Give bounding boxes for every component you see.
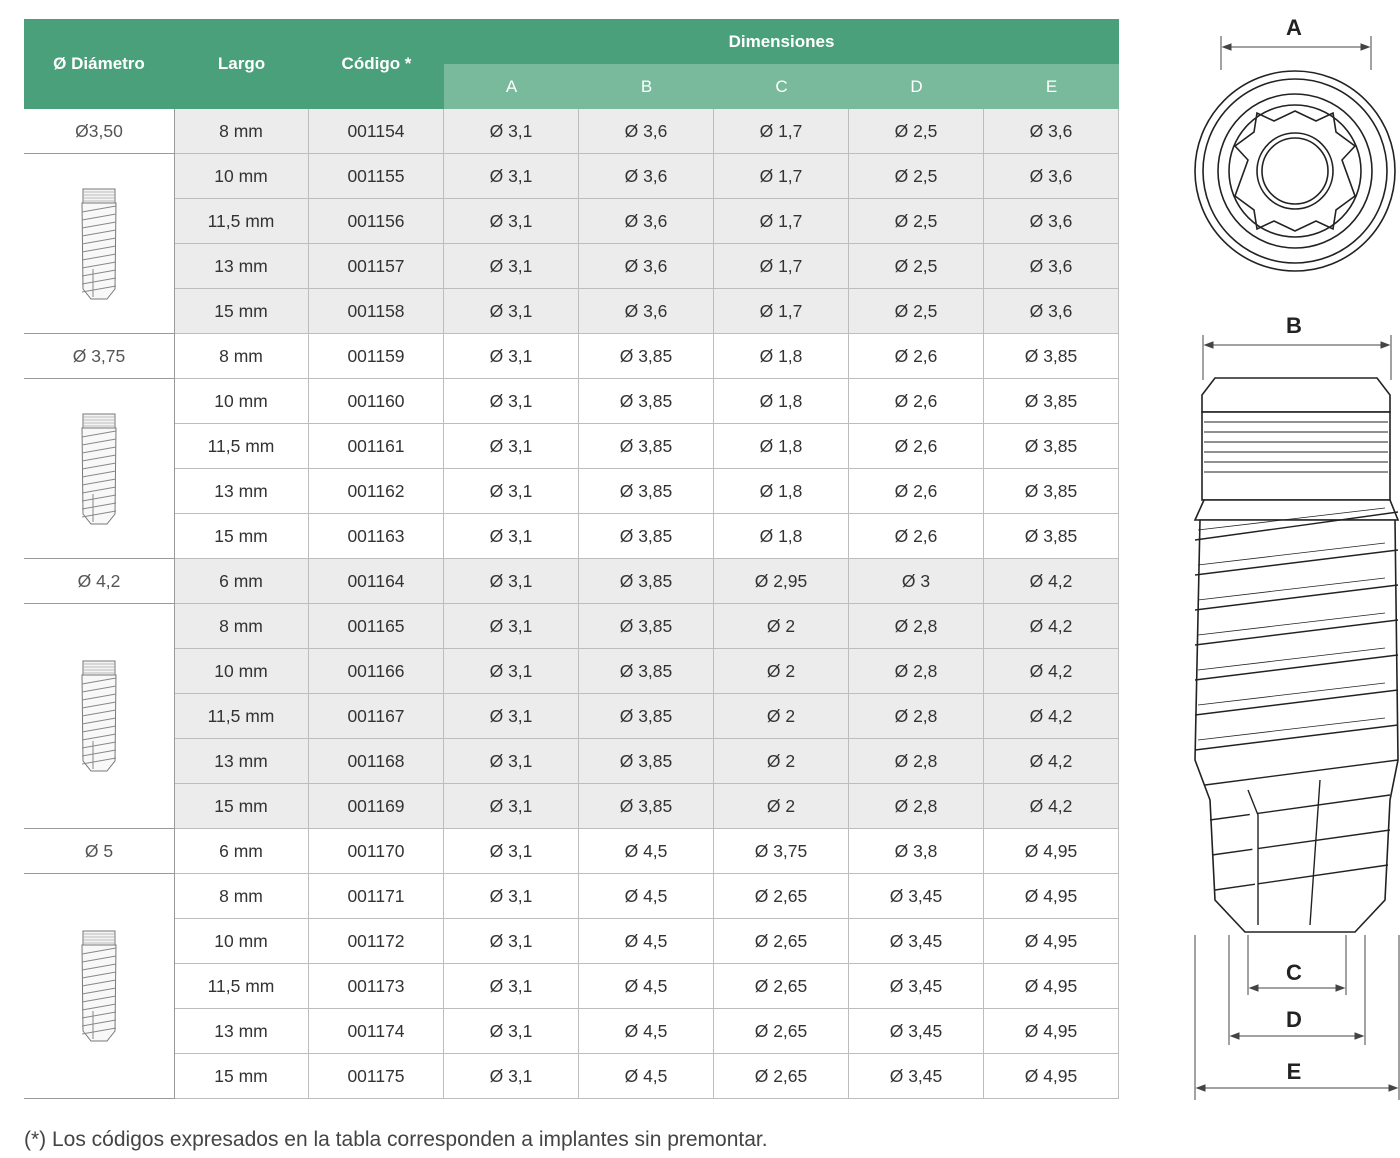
cell-code: 001165: [309, 604, 444, 649]
cell-dim-e: Ø 4,2: [984, 649, 1119, 694]
cell-dim-a: Ø 3,1: [444, 649, 579, 694]
cell-dim-d: Ø 2,6: [849, 334, 984, 379]
cell-dim-b: Ø 3,6: [579, 109, 714, 154]
cell-dim-d: Ø 3,45: [849, 964, 984, 1009]
cell-dim-a: Ø 3,1: [444, 379, 579, 424]
cell-dim-a: Ø 3,1: [444, 919, 579, 964]
header-dimension-c: C: [714, 64, 849, 109]
cell-length: 6 mm: [174, 559, 309, 604]
cell-dim-b: Ø 3,6: [579, 289, 714, 334]
cell-dim-a: Ø 3,1: [444, 1054, 579, 1099]
cell-dim-e: Ø 4,95: [984, 1009, 1119, 1054]
cell-length: 8 mm: [174, 334, 309, 379]
header-dimensions: Dimensiones: [444, 19, 1119, 64]
cell-code: 001164: [309, 559, 444, 604]
cell-dim-d: Ø 3: [849, 559, 984, 604]
cell-dim-a: Ø 3,1: [444, 784, 579, 829]
cell-code: 001167: [309, 694, 444, 739]
cell-dim-b: Ø 3,85: [579, 649, 714, 694]
cell-dim-e: Ø 3,6: [984, 154, 1119, 199]
cell-code: 001158: [309, 289, 444, 334]
cell-dim-c: Ø 2: [714, 649, 849, 694]
cell-dim-b: Ø 3,85: [579, 784, 714, 829]
cell-code: 001174: [309, 1009, 444, 1054]
cell-dim-c: Ø 2: [714, 604, 849, 649]
cell-code: 001169: [309, 784, 444, 829]
cell-dim-d: Ø 2,5: [849, 109, 984, 154]
cell-length: 11,5 mm: [174, 424, 309, 469]
cell-dim-c: Ø 1,8: [714, 334, 849, 379]
cell-code: 001163: [309, 514, 444, 559]
cell-dim-e: Ø 4,95: [984, 874, 1119, 919]
divider: [174, 109, 175, 1099]
cell-dim-d: Ø 2,8: [849, 694, 984, 739]
cell-dim-b: Ø 3,85: [579, 739, 714, 784]
cell-dim-a: Ø 3,1: [444, 109, 579, 154]
implant-thumbnail: [24, 154, 174, 334]
cell-dim-e: Ø 3,85: [984, 379, 1119, 424]
cell-dim-b: Ø 3,85: [579, 424, 714, 469]
cell-length: 15 mm: [174, 1054, 309, 1099]
cell-dim-c: Ø 1,7: [714, 154, 849, 199]
cell-length: 15 mm: [174, 784, 309, 829]
cell-dim-e: Ø 3,85: [984, 334, 1119, 379]
cell-dim-b: Ø 3,85: [579, 334, 714, 379]
cell-dim-c: Ø 1,7: [714, 289, 849, 334]
cell-dim-e: Ø 4,2: [984, 784, 1119, 829]
cell-dim-d: Ø 2,5: [849, 289, 984, 334]
cell-length: 8 mm: [174, 109, 309, 154]
cell-length: 8 mm: [174, 604, 309, 649]
group-diameter: Ø 5: [24, 829, 174, 874]
cell-dim-c: Ø 1,7: [714, 199, 849, 244]
cell-code: 001166: [309, 649, 444, 694]
cell-code: 001157: [309, 244, 444, 289]
cell-code: 001160: [309, 379, 444, 424]
cell-dim-c: Ø 1,8: [714, 379, 849, 424]
cell-dim-d: Ø 2,5: [849, 244, 984, 289]
group-diameter: Ø3,50: [24, 109, 174, 154]
cell-code: 001155: [309, 154, 444, 199]
cell-dim-e: Ø 3,6: [984, 109, 1119, 154]
cell-dim-c: Ø 2,65: [714, 919, 849, 964]
label-b: B: [1286, 313, 1302, 338]
cell-code: 001156: [309, 199, 444, 244]
cell-dim-a: Ø 3,1: [444, 604, 579, 649]
cell-dim-c: Ø 1,7: [714, 244, 849, 289]
cell-dim-e: Ø 3,85: [984, 514, 1119, 559]
cell-dim-e: Ø 4,2: [984, 559, 1119, 604]
cell-code: 001154: [309, 109, 444, 154]
cell-dim-b: Ø 3,6: [579, 244, 714, 289]
cell-dim-e: Ø 3,6: [984, 199, 1119, 244]
cell-dim-a: Ø 3,1: [444, 514, 579, 559]
header-dimension-b: B: [579, 64, 714, 109]
cell-dim-a: Ø 3,1: [444, 289, 579, 334]
cell-dim-d: Ø 2,5: [849, 154, 984, 199]
cell-dim-e: Ø 4,95: [984, 919, 1119, 964]
implant-technical-drawing: [1140, 0, 1400, 1158]
header-dimension-e: E: [984, 64, 1119, 109]
implant-side-view: [1195, 378, 1398, 932]
cell-dim-d: Ø 2,5: [849, 199, 984, 244]
cell-dim-b: Ø 4,5: [579, 964, 714, 1009]
cell-length: 10 mm: [174, 649, 309, 694]
cell-dim-c: Ø 2,65: [714, 874, 849, 919]
cell-dim-e: Ø 3,6: [984, 244, 1119, 289]
cell-dim-c: Ø 1,8: [714, 469, 849, 514]
cell-dim-c: Ø 2,65: [714, 1054, 849, 1099]
cell-dim-e: Ø 3,85: [984, 424, 1119, 469]
cell-dim-a: Ø 3,1: [444, 199, 579, 244]
cell-length: 13 mm: [174, 469, 309, 514]
cell-dim-a: Ø 3,1: [444, 154, 579, 199]
implant-thumbnail: [24, 874, 174, 1099]
cell-dim-b: Ø 3,85: [579, 379, 714, 424]
header-length: Largo: [174, 19, 309, 109]
cell-dim-a: Ø 3,1: [444, 244, 579, 289]
cell-dim-a: Ø 3,1: [444, 469, 579, 514]
cell-dim-b: Ø 3,85: [579, 604, 714, 649]
cell-length: 10 mm: [174, 154, 309, 199]
cell-code: 001159: [309, 334, 444, 379]
cell-dim-c: Ø 2: [714, 784, 849, 829]
cell-dim-c: Ø 2,65: [714, 1009, 849, 1054]
cell-code: 001173: [309, 964, 444, 1009]
cell-dim-e: Ø 4,2: [984, 694, 1119, 739]
label-e: E: [1286, 1059, 1302, 1084]
cell-dim-a: Ø 3,1: [444, 1009, 579, 1054]
cell-dim-c: Ø 2,95: [714, 559, 849, 604]
cell-dim-d: Ø 2,6: [849, 424, 984, 469]
cell-dim-b: Ø 3,6: [579, 154, 714, 199]
cell-dim-d: Ø 2,6: [849, 469, 984, 514]
cell-dim-d: Ø 2,6: [849, 514, 984, 559]
cell-dim-d: Ø 2,6: [849, 379, 984, 424]
cell-code: 001162: [309, 469, 444, 514]
cell-dim-d: Ø 2,8: [849, 604, 984, 649]
cell-dim-a: Ø 3,1: [444, 559, 579, 604]
cell-length: 13 mm: [174, 244, 309, 289]
cell-dim-b: Ø 3,85: [579, 514, 714, 559]
label-a: A: [1286, 15, 1302, 40]
cell-dim-e: Ø 4,2: [984, 604, 1119, 649]
cell-dim-e: Ø 4,2: [984, 739, 1119, 784]
cell-dim-c: Ø 1,7: [714, 109, 849, 154]
implant-dimensions-table: [24, 19, 1119, 1099]
cell-dim-b: Ø 4,5: [579, 1054, 714, 1099]
cell-dim-b: Ø 3,6: [579, 199, 714, 244]
cell-dim-c: Ø 2: [714, 739, 849, 784]
header-dimension-a: A: [444, 64, 579, 109]
header-diameter: Ø Diámetro: [24, 19, 174, 109]
cell-dim-b: Ø 4,5: [579, 1009, 714, 1054]
cell-length: 6 mm: [174, 829, 309, 874]
cell-dim-d: Ø 3,45: [849, 874, 984, 919]
cell-code: 001172: [309, 919, 444, 964]
label-d: D: [1286, 1007, 1302, 1032]
cell-length: 11,5 mm: [174, 694, 309, 739]
cell-dim-c: Ø 1,8: [714, 514, 849, 559]
cell-dim-d: Ø 2,8: [849, 784, 984, 829]
cell-dim-c: Ø 3,75: [714, 829, 849, 874]
cell-length: 15 mm: [174, 514, 309, 559]
cell-dim-a: Ø 3,1: [444, 424, 579, 469]
cell-code: 001175: [309, 1054, 444, 1099]
cell-dim-a: Ø 3,1: [444, 739, 579, 784]
implant-thumbnail: [24, 379, 174, 559]
cell-dim-e: Ø 3,6: [984, 289, 1119, 334]
cell-length: 10 mm: [174, 919, 309, 964]
cell-dim-a: Ø 3,1: [444, 964, 579, 1009]
cell-length: 15 mm: [174, 289, 309, 334]
cell-dim-b: Ø 4,5: [579, 874, 714, 919]
cell-code: 001168: [309, 739, 444, 784]
implant-thumbnail: [24, 604, 174, 829]
cell-dim-b: Ø 3,85: [579, 559, 714, 604]
cell-dim-d: Ø 3,45: [849, 1054, 984, 1099]
header-code: Código *: [309, 19, 444, 109]
footnote: (*) Los códigos expresados en la tabla corresponden a implantes sin premontar.: [24, 1128, 768, 1151]
cell-dim-a: Ø 3,1: [444, 829, 579, 874]
group-diameter: Ø 3,75: [24, 334, 174, 379]
group-diameter: Ø 4,2: [24, 559, 174, 604]
cell-dim-b: Ø 3,85: [579, 694, 714, 739]
cell-length: 10 mm: [174, 379, 309, 424]
cell-dim-b: Ø 3,85: [579, 469, 714, 514]
cell-dim-e: Ø 4,95: [984, 1054, 1119, 1099]
cell-dim-e: Ø 3,85: [984, 469, 1119, 514]
cell-dim-a: Ø 3,1: [444, 334, 579, 379]
dimension-b: [1203, 335, 1391, 380]
cell-length: 13 mm: [174, 739, 309, 784]
cell-dim-d: Ø 3,45: [849, 1009, 984, 1054]
cell-dim-a: Ø 3,1: [444, 874, 579, 919]
cell-dim-a: Ø 3,1: [444, 694, 579, 739]
cell-dim-e: Ø 4,95: [984, 964, 1119, 1009]
cell-code: 001171: [309, 874, 444, 919]
cell-length: 11,5 mm: [174, 199, 309, 244]
cell-code: 001161: [309, 424, 444, 469]
cell-dim-c: Ø 1,8: [714, 424, 849, 469]
cell-dim-d: Ø 3,8: [849, 829, 984, 874]
cell-dim-e: Ø 4,95: [984, 829, 1119, 874]
cell-dim-c: Ø 2: [714, 694, 849, 739]
cell-dim-c: Ø 2,65: [714, 964, 849, 1009]
cell-length: 13 mm: [174, 1009, 309, 1054]
cell-length: 11,5 mm: [174, 964, 309, 1009]
label-c: C: [1286, 960, 1302, 985]
dimension-a: [1221, 36, 1371, 70]
implant-top-view: [1195, 71, 1395, 271]
cell-dim-d: Ø 2,8: [849, 739, 984, 784]
cell-code: 001170: [309, 829, 444, 874]
cell-dim-d: Ø 3,45: [849, 919, 984, 964]
header-dimension-d: D: [849, 64, 984, 109]
cell-dim-b: Ø 4,5: [579, 829, 714, 874]
cell-length: 8 mm: [174, 874, 309, 919]
cell-dim-d: Ø 2,8: [849, 649, 984, 694]
cell-dim-b: Ø 4,5: [579, 919, 714, 964]
